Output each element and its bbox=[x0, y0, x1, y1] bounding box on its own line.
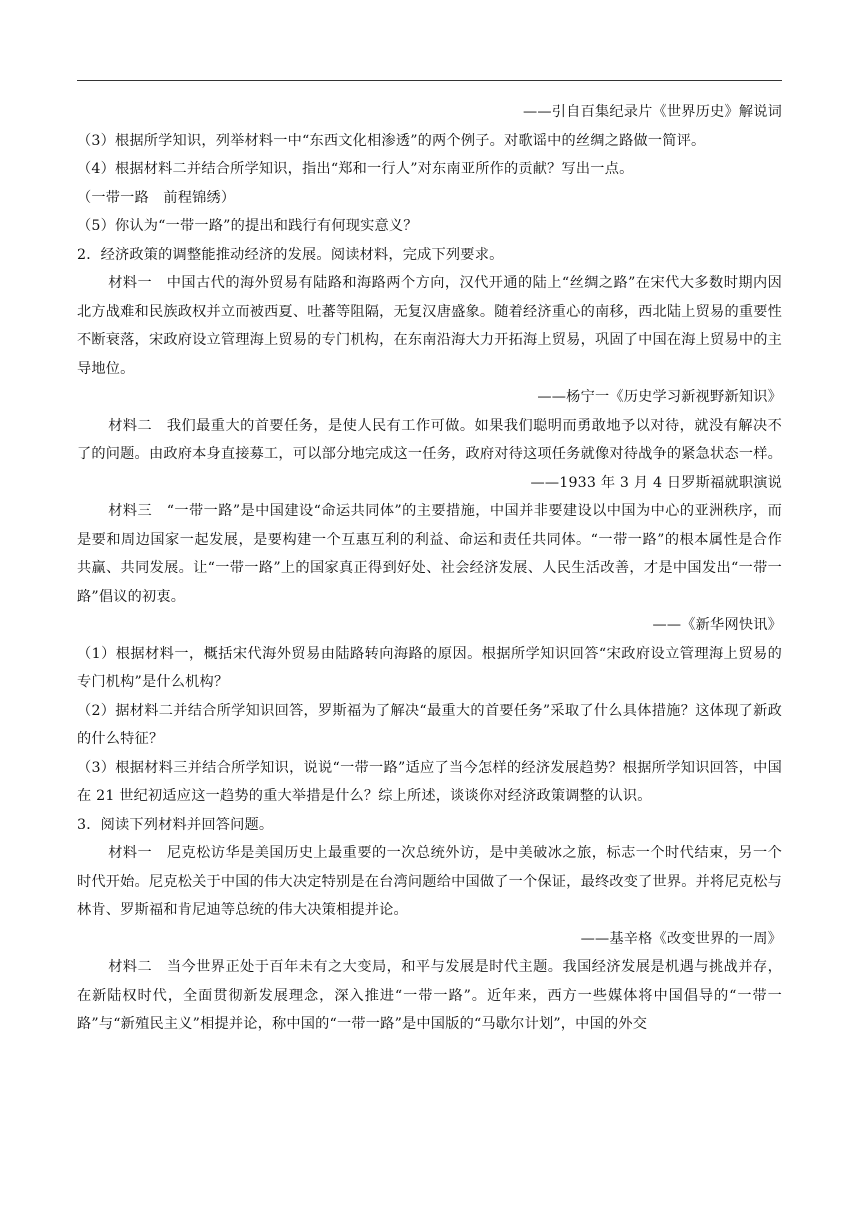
question-2-3: （3）根据材料三并结合所学知识，说说“一带一路”适应了当今怎样的经济发展趋势？根据所学知识回答，中国在 21 世纪初适应这一趋势的重大举措是什么？综上所述，谈谈你对经济政策调整的认识。 bbox=[77, 759, 782, 804]
section-heading: （一带一路 前程锦绣） bbox=[77, 189, 236, 206]
source-citation: ——1933 年 3 月 4 日罗斯福就职演说 bbox=[530, 474, 782, 491]
question-3-4: （4）根据材料二并结合所学知识，指出“郑和一行人”对东南亚所作的贡献？写出一点。 bbox=[77, 161, 634, 177]
question-2-title: 2．经济政策的调整能推动经济的发展。阅读材料，完成下列要求。 bbox=[77, 246, 504, 263]
source-citation: ——引自百集纪录片《世界历史》解说词 bbox=[523, 104, 782, 120]
source-citation: ——杨宁一《历史学习新视野新知识》 bbox=[537, 389, 782, 405]
source-citation: ——《新华网快讯》 bbox=[652, 617, 782, 633]
document-body bbox=[77, 98, 782, 1039]
source-citation: ——基辛格《改变世界的一周》 bbox=[580, 930, 782, 947]
header-rule bbox=[77, 80, 782, 81]
material-paragraph: 材料一 尼克松访华是美国历史上最重要的一次总统外访，是中美破冰之旅，标志一个时代结束，另一个时代开始。尼克松关于中国的伟大决定特别是在台湾问题给中国做了一个保证，最终改变了世界。并将尼克松与林肯、罗斯福和肯尼迪等总统的伟大决策相提并论。 bbox=[77, 845, 782, 918]
question-2-1: （1）根据材料一，概括宋代海外贸易由陆路转向海路的原因。根据所学知识回答“宋政府设立管理海上贸易的专门机构”是什么机构？ bbox=[77, 645, 782, 690]
material-paragraph: 材料二 我们最重大的首要任务，是使人民有工作可做。如果我们聪明而勇敢地予以对待，就没有解决不了的问题。由政府本身直接募工，可以部分地完成这一任务，政府对待这项任务就像对待战争的紧急状态一样。 bbox=[77, 417, 782, 462]
material-paragraph: 材料二 当今世界正处于百年未有之大变局，和平与发展是时代主题。我国经济发展是机遇与挑战并存，在新陆权时代，全面贯彻新发展理念，深入推进“一带一路”。近年来，西方一些媒体将中国倡导的“一带一路”与“新殖民主义”相提并论，称中国的“一带一路”是中国版的“马歇尔计划”，中国的外交 bbox=[77, 959, 782, 1032]
question-2-2: （2）据材料二并结合所学知识回答，罗斯福为了解决“最重大的首要任务”采取了什么具体措施？这体现了新政的什么特征？ bbox=[77, 702, 782, 747]
question-3-3: （3）根据所学知识，列举材料一中“东西文化相渗透”的两个例子。对歌谣中的丝绸之路做一简评。 bbox=[77, 132, 706, 149]
material-paragraph: 材料一 中国古代的海外贸易有陆路和海路两个方向，汉代开通的陆上“丝绸之路”在宋代大多数时期内因北方战难和民族政权并立而被西夏、吐蕃等阻隔，无复汉唐盛象。随着经济重心的南移，西北陆上贸易的重要性不断衰落，宋政府设立管理海上贸易的专门机构，在东南沿海大力开拓海上贸易，巩固了中国在海上贸易中的主导地位。 bbox=[77, 275, 782, 377]
material-paragraph: 材料三 “一带一路”是中国建设“命运共同体”的主要措施，中国并非要建设以中国为中心的亚洲秩序，而是要和周边国家一起发展，是要构建一个互惠互利的利益、命运和责任共同体。“一带一路”的根本属性是合作共赢、共同发展。让“一带一路”上的国家真正得到好处、社会经济发展、人民生活改善，才是中国发出“一带一路”倡议的初衷。 bbox=[77, 503, 782, 605]
question-3-5: （5）你认为“一带一路”的提出和践行有何现实意义？ bbox=[77, 218, 418, 234]
question-3-title: 3．阅读下列材料并回答问题。 bbox=[77, 816, 274, 833]
